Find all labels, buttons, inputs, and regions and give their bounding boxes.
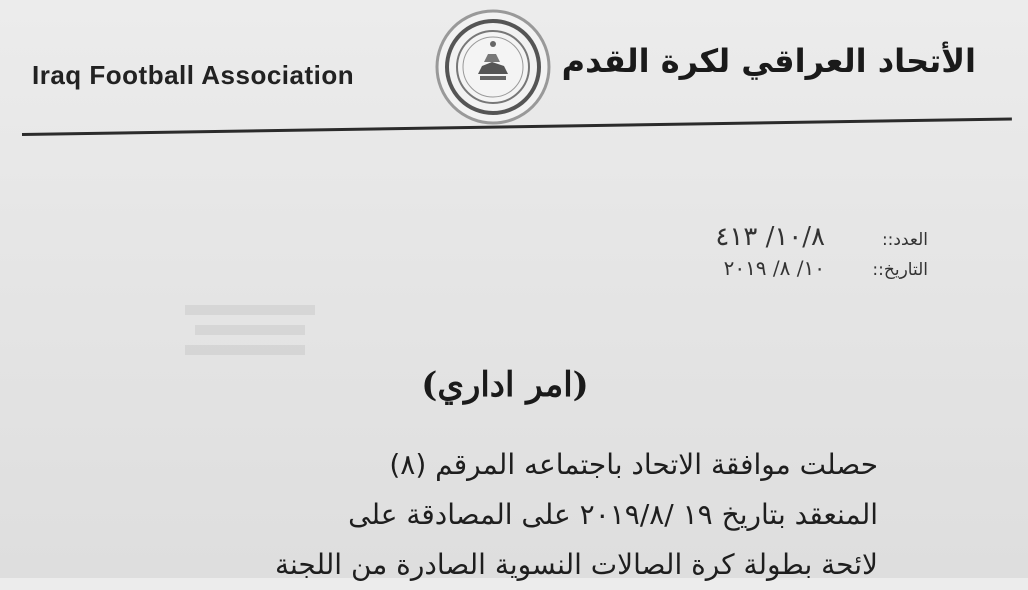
- body-line: المنعقد بتاريخ ١٩ /٢٠١٩/٨ على المصادقة على: [348, 498, 878, 531]
- body-line: لائحة بطولة كرة الصالات النسوية الصادرة من اللجنة: [274, 548, 878, 581]
- org-name-arabic: الأتحاد العراقي لكرة القدم: [561, 42, 976, 80]
- order-body: [158, 440, 878, 590]
- reference-number-value: ١٠/٨/ ٤١٣: [715, 222, 825, 252]
- reference-number-label: العدد::: [881, 230, 928, 250]
- reference-date-row: [715, 256, 928, 290]
- faded-stamp-mark: [180, 300, 320, 360]
- body-line: حصلت موافقة الاتحاد باجتماعه المرقم (٨): [389, 448, 878, 481]
- reference-block: [715, 222, 928, 290]
- reference-date-value: ١٠/ ٨/ ٢٠١٩: [723, 256, 825, 280]
- reference-date-label: التاريخ::: [872, 260, 928, 280]
- administrative-order-title: (امر اداري): [421, 365, 589, 405]
- reference-number-row: [715, 222, 928, 256]
- org-name-english: Iraq Football Association: [32, 60, 355, 90]
- football-association-seal-icon: [434, 8, 552, 126]
